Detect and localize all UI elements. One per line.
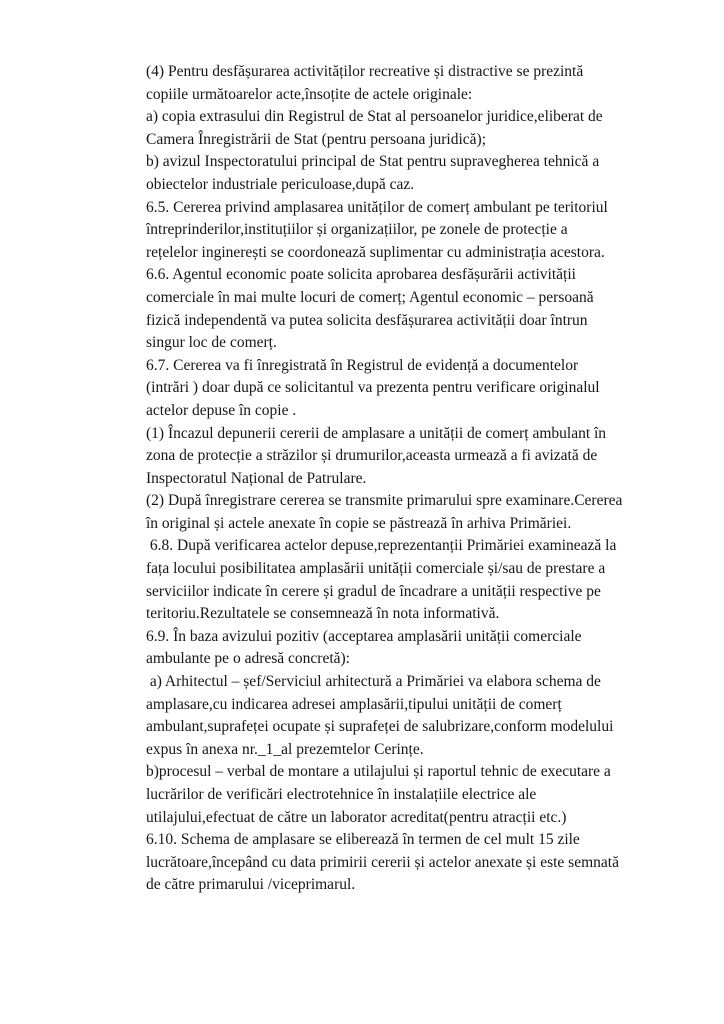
text-line: utilajului,efectuat de către un laborator acreditat(pentru atracții etc.) (146, 808, 567, 826)
text-line: amplasare,cu indicarea adresei amplasării,tipului unității de comerț (146, 695, 562, 713)
paragraph-6-9 (146, 626, 706, 671)
text-line: (2) După înregistrare cererea se transmite primarului spre examinare.Cererea (146, 492, 623, 510)
text-line: ambulant,suprafeței ocupate și suprafeței de salubrizare,conform modelului (146, 718, 614, 736)
text-line: actelor depuse în copie . (146, 401, 297, 419)
paragraph-6-6 (146, 264, 706, 354)
text-line: (1) Încazul depunerii cererii de amplasare a unității de comerț ambulant în (146, 424, 607, 442)
paragraph-item-a (146, 106, 706, 151)
text-line: expus în anexa nr._1_al prezemtelor Cerințe. (146, 740, 424, 758)
text-line: teritoriu.Rezultatele se consemnează în nota informativă. (146, 605, 500, 623)
text-line: 6.7. Cererea va fi înregistrată în Registrul de evidență a documentelor (146, 356, 579, 374)
document-text-block (146, 61, 706, 897)
paragraph-6-7 (146, 355, 706, 423)
paragraph-6-9-b (146, 761, 706, 829)
paragraph-6-9-a (146, 671, 706, 761)
text-line: Inspectoratul Național de Patrulare. (146, 469, 367, 487)
text-line: singur loc de comerț. (146, 334, 277, 352)
text-line: 6.8. După verificarea actelor depuse,reprezentanții Primăriei examinează la (146, 537, 617, 555)
text-line: fața locului posibilitatea amplasării unității comerciale și/sau de prestare a (146, 560, 606, 578)
text-line: serviciilor indicate în cerere și gradul de încadrare a unității respective pe (146, 582, 601, 600)
text-line: ambulante pe o adresă concretă): (146, 650, 350, 668)
paragraph-4 (146, 61, 706, 106)
text-line: lucrătoare,începând cu data primirii cererii și actelor anexate și este semnată (146, 853, 619, 871)
paragraph-6-7-alin-1 (146, 423, 706, 491)
text-line: 6.6. Agentul economic poate solicita aprobarea desfășurării activității (146, 266, 576, 284)
text-line: a) copia extrasului din Registrul de Stat al persoanelor juridice,eliberat de (146, 108, 603, 126)
text-line: zona de protecție a străzilor și drumurilor,aceasta urmează a fi avizată de (146, 447, 598, 465)
text-line: Camera Înregistrării de Stat (pentru persoana juridică); (146, 130, 487, 148)
text-line: 6.5. Cererea privind amplasarea unităților de comerț ambulant pe teritoriul (146, 198, 608, 216)
text-line: în original și actele anexate în copie se păstrează în arhiva Primăriei. (146, 514, 572, 532)
text-line: lucrărilor de verificări electrotehnice în instalațiile electrice ale (146, 786, 537, 803)
paragraph-6-7-alin-2 (146, 490, 706, 535)
paragraph-6-10 (146, 829, 706, 897)
text-line: fizică independentă va putea solicita desfășurarea activității doar întrun (146, 311, 588, 329)
text-line: (intrări ) doar după ce solicitantul va prezenta pentru verificare originalul (146, 379, 600, 397)
text-line: 6.9. În baza avizului pozitiv (acceptarea amplasării unității comerciale (146, 627, 582, 645)
text-line: comerciale în mai multe locuri de comerț; Agentul economic – persoană (146, 288, 594, 306)
paragraph-6-8 (146, 535, 706, 625)
text-line: întreprinderilor,instituțiilor și organizațiilor, pe zonele de protecție a (146, 221, 568, 239)
text-line: b)procesul – verbal de montare a utilajului și raportul tehnic de executare a (146, 763, 611, 781)
text-line: a) Arhitectul – șef/Serviciul arhitectură a Primăriei va elabora schema de (146, 673, 601, 691)
text-line: (4) Pentru desfășurarea activităților recreative și distractive se prezintă (146, 63, 584, 80)
paragraph-6-5 (146, 197, 706, 265)
text-line: obiectelor industriale periculoase,după caz. (146, 175, 415, 193)
text-line: b) avizul Inspectoratului principal de Stat pentru supravegherea tehnică a (146, 153, 600, 171)
text-line: de către primarului /viceprimarul. (146, 876, 356, 894)
text-line: rețelelor inginerești se coordonează suplimentar cu administrația acestora. (146, 243, 605, 261)
text-line: copiile următoarelor acte,însoțite de actele originale: (146, 85, 473, 103)
text-line: 6.10. Schema de amplasare se eliberează în termen de cel mult 15 zile (146, 831, 580, 849)
paragraph-item-b (146, 151, 706, 196)
